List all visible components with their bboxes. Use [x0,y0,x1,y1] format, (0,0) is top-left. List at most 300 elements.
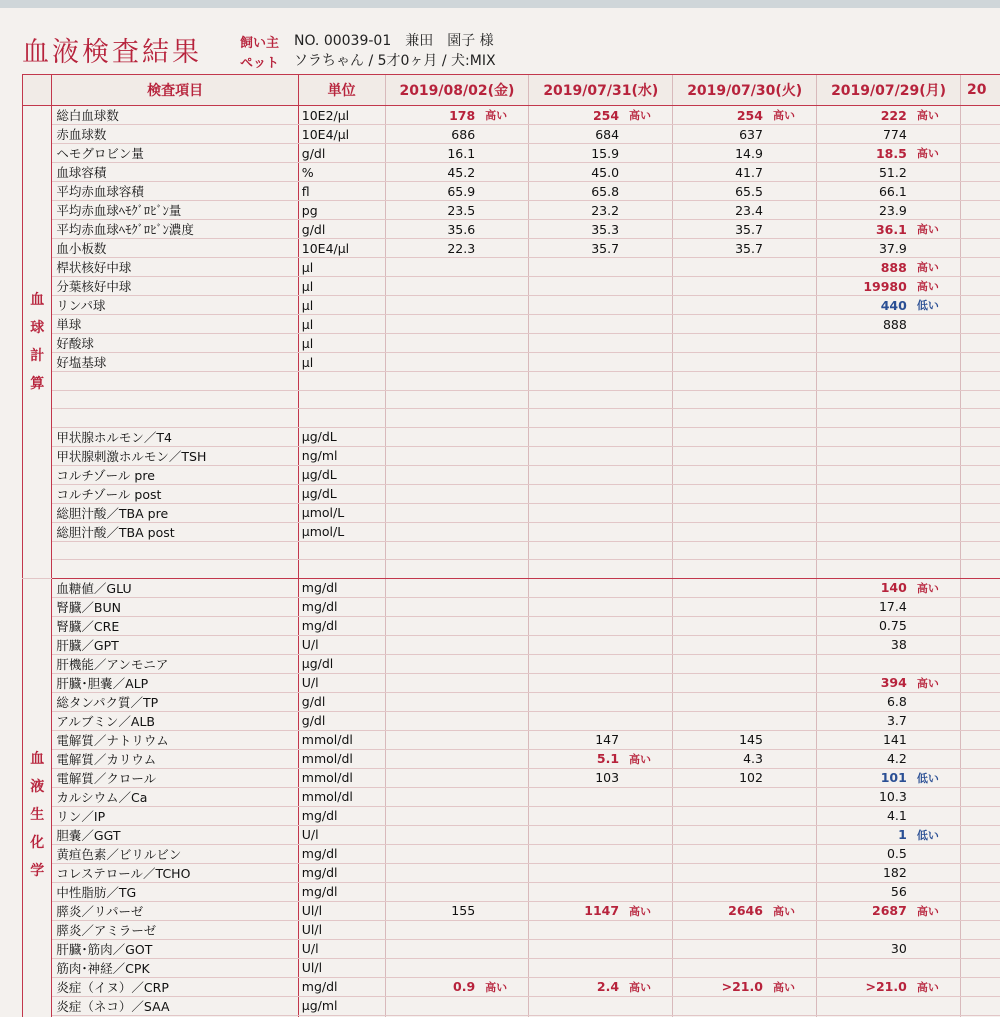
result-flag [479,901,529,920]
table-row [23,144,1000,163]
result-value [673,446,767,465]
result-flag [479,996,529,1015]
result-value: 774 [817,125,911,144]
extra-cell [960,597,1000,616]
extra-cell [960,996,1000,1015]
result-flag [479,372,529,391]
result-flag [911,787,961,806]
result-flag: 高い [767,901,817,920]
result-value [673,692,767,711]
extra-cell [960,484,1000,503]
item-header: 検査項目 [52,75,298,106]
item-name: カルシウム／Ca [52,787,298,806]
owner-value: NO. 00039-01 兼田 園子 様 [294,33,494,49]
extra-cell [960,522,1000,541]
result-flag [767,787,817,806]
item-unit: μg/dL [298,484,385,503]
result-flag [623,334,673,353]
result-value: 888 [817,258,911,277]
result-flag [767,692,817,711]
result-value [529,597,623,616]
result-flag [479,334,529,353]
result-flag [479,882,529,901]
extra-cell [960,958,1000,977]
extra-cell [960,692,1000,711]
result-flag: 高い [911,277,961,296]
extra-cell [960,939,1000,958]
result-value [529,522,623,541]
result-value [385,749,479,768]
extra-cell [960,258,1000,277]
result-flag [911,882,961,901]
result-value: 65.8 [529,182,623,201]
item-name: 分葉核好中球 [52,277,298,296]
result-flag: 高い [623,977,673,996]
result-flag [479,597,529,616]
item-unit [298,390,385,409]
result-value [385,787,479,806]
result-flag [479,144,529,163]
result-value [673,484,767,503]
table-row [23,920,1000,939]
result-value [385,673,479,692]
item-unit: μg/dL [298,465,385,484]
result-flag [623,522,673,541]
item-unit: μl [298,258,385,277]
extra-cell [960,560,1000,579]
result-value: 38 [817,635,911,654]
result-flag [767,560,817,579]
result-flag [767,315,817,334]
table-row [23,654,1000,673]
result-flag [767,334,817,353]
result-value: 101 [817,768,911,787]
table-row [23,390,1000,409]
table-row [23,787,1000,806]
item-name: 中性脂肪／TG [52,882,298,901]
result-flag [911,749,961,768]
item-name: 電解質／ナトリウム [52,730,298,749]
item-name: アルブミン／ALB [52,711,298,730]
result-flag [623,560,673,579]
result-flag [767,484,817,503]
item-name: 総タンパク質／TP [52,692,298,711]
result-flag [623,484,673,503]
result-flag [767,958,817,977]
pet-label: ペット [240,56,280,71]
result-value [529,334,623,353]
table-row [23,768,1000,787]
result-value [385,768,479,787]
item-name: リン／IP [52,806,298,825]
result-flag [623,353,673,372]
extra-cell [960,465,1000,484]
extra-cell [960,503,1000,522]
date-header: 2019/07/30(火) [673,75,817,106]
result-value [673,920,767,939]
table-row [23,258,1000,277]
item-name: 腎臓／BUN [52,597,298,616]
result-value [529,654,623,673]
result-flag [767,503,817,522]
table-row [23,522,1000,541]
result-value [673,465,767,484]
result-flag [911,996,961,1015]
result-value [529,863,623,882]
result-flag [623,277,673,296]
result-value: 15.9 [529,144,623,163]
report-sheet [0,8,1000,1017]
extra-cell [960,635,1000,654]
result-value: >21.0 [673,977,767,996]
result-value [529,258,623,277]
result-value [673,863,767,882]
result-value [529,996,623,1015]
item-name [52,372,298,391]
item-name: 肝臓／GPT [52,635,298,654]
result-value: 16.1 [385,144,479,163]
extra-cell [960,711,1000,730]
result-value [673,390,767,409]
result-flag [623,465,673,484]
result-value [385,315,479,334]
result-value [529,372,623,391]
result-flag [479,692,529,711]
table-row [23,541,1000,560]
item-unit: Ul/l [298,958,385,977]
result-flag [911,560,961,579]
result-value [385,920,479,939]
result-flag [623,220,673,239]
item-name: 黄疸色素／ビリルビン [52,844,298,863]
result-flag [623,372,673,391]
result-value [529,541,623,560]
result-flag: 高い [623,749,673,768]
table-row [23,201,1000,220]
result-value [673,711,767,730]
result-value [529,882,623,901]
result-value: 394 [817,673,911,692]
item-name [52,560,298,579]
table-row [23,315,1000,334]
result-value [385,277,479,296]
result-value [673,597,767,616]
result-flag: 高い [623,106,673,125]
item-unit: U/l [298,635,385,654]
result-flag [767,920,817,939]
result-value [529,465,623,484]
result-flag [623,863,673,882]
result-value [817,446,911,465]
result-value [529,711,623,730]
result-flag [623,427,673,446]
item-name: 平均赤血球ﾍﾓｸﾞﾛﾋﾞﾝ量 [52,201,298,220]
result-flag [479,825,529,844]
extra-cell [960,144,1000,163]
extra-cell [960,296,1000,315]
result-flag [623,144,673,163]
result-flag [911,692,961,711]
result-value [529,296,623,315]
item-name: 好酸球 [52,334,298,353]
result-flag: 高い [911,977,961,996]
item-unit: mg/dl [298,882,385,901]
result-flag: 高い [767,977,817,996]
result-value: 22.3 [385,239,479,258]
result-value: 37.9 [817,239,911,258]
result-value: 14.9 [673,144,767,163]
result-value: 5.1 [529,749,623,768]
result-value: 2.4 [529,977,623,996]
result-value: 18.5 [817,144,911,163]
result-flag [767,654,817,673]
result-value [529,560,623,579]
result-flag [911,654,961,673]
result-value: 0.9 [385,977,479,996]
result-flag [479,277,529,296]
result-flag [911,730,961,749]
result-value [673,673,767,692]
item-unit: μg/dL [298,427,385,446]
result-flag [767,597,817,616]
result-flag [623,163,673,182]
result-flag [767,939,817,958]
result-value: 4.1 [817,806,911,825]
result-value [385,296,479,315]
item-name: 血小板数 [52,239,298,258]
unit-header: 単位 [298,75,385,106]
result-flag [623,182,673,201]
table-row [23,239,1000,258]
result-value: 888 [817,315,911,334]
item-name: 電解質／カリウム [52,749,298,768]
result-value: 6.8 [817,692,911,711]
table-row [23,863,1000,882]
result-flag [623,806,673,825]
result-flag [623,578,673,597]
result-flag [767,125,817,144]
result-flag [767,541,817,560]
result-value: 23.5 [385,201,479,220]
result-flag [911,353,961,372]
item-name: 総白血球数 [52,106,298,125]
owner-label: 飼い主 [240,36,280,51]
result-flag [479,787,529,806]
result-flag: 高い [911,144,961,163]
result-flag: 高い [911,106,961,125]
result-value [529,277,623,296]
table-row [23,353,1000,372]
result-value: 1 [817,825,911,844]
result-flag [767,258,817,277]
result-value [385,616,479,635]
result-value [673,996,767,1015]
result-flag [767,220,817,239]
result-value [385,560,479,579]
result-flag [623,541,673,560]
result-flag [479,654,529,673]
result-value [385,939,479,958]
result-flag [479,239,529,258]
result-flag [767,446,817,465]
result-value [817,996,911,1015]
extra-cell [960,372,1000,391]
result-value [385,522,479,541]
result-value [673,654,767,673]
result-flag [767,749,817,768]
result-flag: 低い [911,825,961,844]
extra-cell [960,673,1000,692]
result-value [385,825,479,844]
item-name: 肝臓･筋肉／GOT [52,939,298,958]
result-value [673,560,767,579]
item-unit: mg/dl [298,616,385,635]
result-flag [767,635,817,654]
result-value: 3.7 [817,711,911,730]
item-unit: % [298,163,385,182]
result-flag [623,390,673,409]
result-value [385,446,479,465]
result-value [817,465,911,484]
item-unit: mmol/dl [298,768,385,787]
result-flag [767,578,817,597]
result-flag [767,673,817,692]
table-row [23,106,1000,125]
result-flag [479,920,529,939]
result-value [673,503,767,522]
item-unit: μl [298,334,385,353]
extra-cell [960,106,1000,125]
result-value [385,390,479,409]
table-row [23,220,1000,239]
result-flag [767,144,817,163]
result-value: 222 [817,106,911,125]
result-flag [479,730,529,749]
result-value [673,787,767,806]
result-flag [479,958,529,977]
result-value [817,560,911,579]
item-name: 総胆汁酸／TBA pre [52,503,298,522]
item-name: ヘモグロビン量 [52,144,298,163]
item-name: 平均赤血球ﾍﾓｸﾞﾛﾋﾞﾝ濃度 [52,220,298,239]
table-row [23,711,1000,730]
item-name: 甲状腺ホルモン／T4 [52,427,298,446]
result-value: 23.4 [673,201,767,220]
item-name: 膵炎／リパーゼ [52,901,298,920]
result-value: 440 [817,296,911,315]
result-value: 254 [673,106,767,125]
table-row [23,163,1000,182]
results-table [22,74,1000,1017]
result-flag [623,939,673,958]
result-value: 65.5 [673,182,767,201]
result-value [673,939,767,958]
result-value [673,958,767,977]
result-value [529,409,623,428]
result-flag [479,503,529,522]
result-value: 2687 [817,901,911,920]
item-unit: g/dl [298,711,385,730]
date-header: 2019/07/31(水) [529,75,673,106]
result-flag [911,844,961,863]
report-title: 血液検査結果 [22,37,202,68]
extra-cell [960,730,1000,749]
pet-value: ソラちゃん / 5才0ヶ月 / 犬:MIX [294,53,496,69]
result-value [529,920,623,939]
result-flag [623,996,673,1015]
result-value: 684 [529,125,623,144]
result-value [817,522,911,541]
result-value: 19980 [817,277,911,296]
item-unit: mg/dl [298,597,385,616]
item-unit [298,372,385,391]
table-row [23,806,1000,825]
table-row [23,578,1000,597]
result-flag: 高い [911,220,961,239]
result-flag [479,711,529,730]
result-value [817,484,911,503]
item-unit: μmol/L [298,522,385,541]
extra-cell [960,806,1000,825]
result-value: 51.2 [817,163,911,182]
result-flag [767,163,817,182]
result-value: >21.0 [817,977,911,996]
result-flag [911,806,961,825]
result-value [817,920,911,939]
result-value: 41.7 [673,163,767,182]
result-value: 45.0 [529,163,623,182]
result-value [673,258,767,277]
result-flag [767,409,817,428]
extra-cell [960,863,1000,882]
result-flag [479,390,529,409]
result-flag [911,163,961,182]
result-flag [479,806,529,825]
result-value [673,541,767,560]
item-unit: U/l [298,673,385,692]
table-row [23,901,1000,920]
result-flag [767,882,817,901]
extra-cell [960,201,1000,220]
item-name: 肝臓･胆嚢／ALP [52,673,298,692]
result-value [673,825,767,844]
date-header: 20 [960,75,1000,106]
result-flag [767,730,817,749]
table-row [23,635,1000,654]
result-flag [479,522,529,541]
result-value: 45.2 [385,163,479,182]
result-value [385,863,479,882]
extra-cell [960,220,1000,239]
extra-cell [960,182,1000,201]
result-value [529,446,623,465]
result-flag [911,597,961,616]
item-name [52,409,298,428]
result-value [817,958,911,977]
result-value: 0.5 [817,844,911,863]
extra-cell [960,315,1000,334]
item-unit: 10E4/μl [298,239,385,258]
result-flag: 高い [479,977,529,996]
result-flag [911,616,961,635]
result-value [529,806,623,825]
result-flag [623,920,673,939]
result-flag [911,939,961,958]
result-value: 155 [385,901,479,920]
item-name: 炎症（ネコ）／SAA [52,996,298,1015]
result-value [817,503,911,522]
table-row [23,446,1000,465]
